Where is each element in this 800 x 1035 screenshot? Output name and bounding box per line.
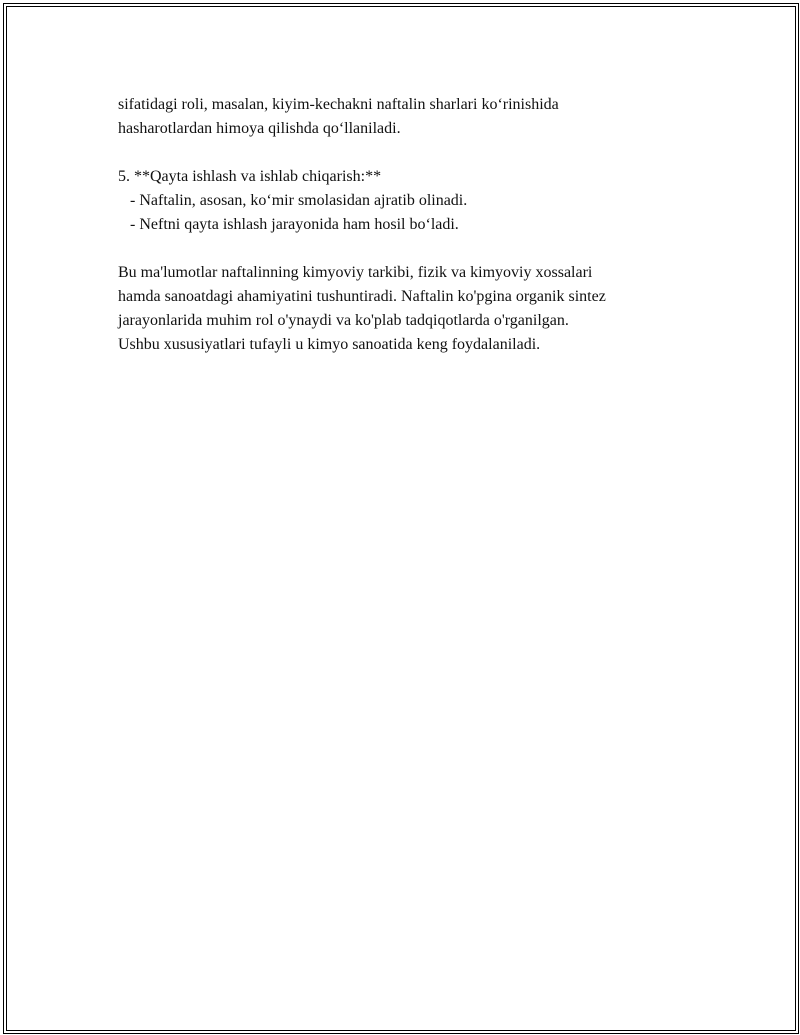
bullet-item: - Neftni qayta ishlash jarayonida ham hosil boʻladi. [130,216,459,233]
paragraph-continuation [118,93,718,141]
text-line: hasharotlardan himoya qilishda qoʻllaniladi. [118,120,401,137]
closing-paragraph [118,261,718,357]
text-line: sifatidagi roli, masalan, kiyim-kechakni naftalin sharlari koʻrinishida [118,96,559,113]
text-line: Ushbu xususiyatlari tufayli u kimyo sanoatida keng foydalaniladi. [118,336,541,353]
bullet-item: - Naftalin, asosan, koʻmir smolasidan ajratib olinadi. [130,192,468,209]
text-line: hamda sanoatdagi ahamiyatini tushuntiradi. Naftalin ko'pgina organik sintez [118,288,606,305]
paragraph-gap [118,237,718,261]
text-line: jarayonlarida muhim rol o'ynaydi va ko'plab tadqiqotlarda o'rganilgan. [118,312,569,329]
text-line: Bu ma'lumotlar naftalinning kimyoviy tarkibi, fizik va kimyoviy xossalari [118,264,593,281]
document-body [118,93,718,357]
section-heading: 5. **Qayta ishlash va ishlab chiqarish:** [118,168,382,185]
section-5 [118,165,718,237]
paragraph-gap [118,141,718,165]
